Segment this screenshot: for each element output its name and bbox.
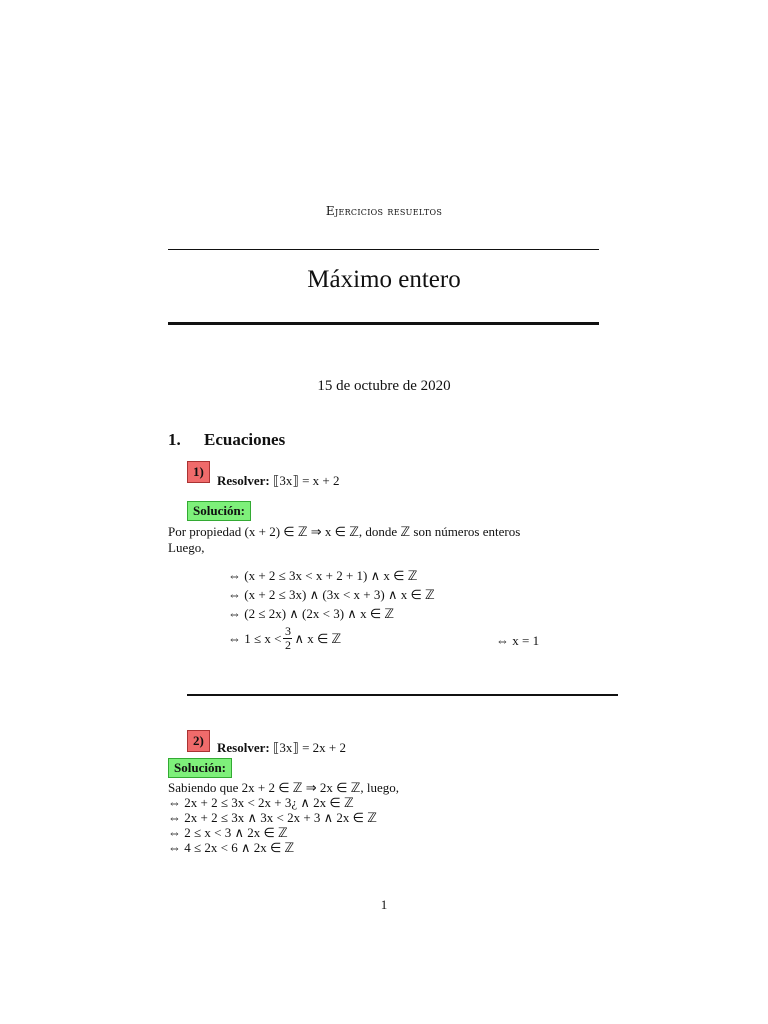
- title-rule-thick: [168, 322, 599, 325]
- prompt-expression: ⟦3x⟧ = x + 2: [272, 473, 340, 488]
- fraction-numerator: 3: [284, 624, 291, 638]
- exercise-2-prompt: [217, 740, 346, 756]
- exercise-2-solution-badge: [168, 757, 232, 778]
- page-number: 1: [380, 897, 388, 912]
- solution-badge: Solución:: [168, 758, 232, 778]
- exercise-2-line: ⇔ 4 ≤ 2x < 6 ∧ 2x ∈ ℤ: [168, 840, 295, 855]
- prompt-label: Resolver:: [217, 740, 270, 755]
- exercise-1-step: ⇔ (x + 2 ≤ 3x) ∧ (3x < x + 3) ∧ x ∈ ℤ: [228, 587, 435, 602]
- exercise-number-badge: 2): [187, 730, 210, 752]
- exercise-number-badge: 1): [187, 461, 210, 483]
- exercise-1-step-fraction: [228, 625, 341, 652]
- exercise-2-line: ⇔ 2 ≤ x < 3 ∧ 2x ∈ ℤ: [168, 825, 288, 840]
- exercise-1-result: ⇔ x = 1: [496, 633, 540, 648]
- section-heading: [168, 430, 285, 450]
- header-rule-thin: [168, 249, 599, 250]
- exercise-1-step: ⇔ (x + 2 ≤ 3x < x + 2 + 1) ∧ x ∈ ℤ: [228, 568, 418, 583]
- document-date: 15 de octubre de 2020: [317, 378, 451, 394]
- prompt-label: Resolver:: [217, 473, 270, 488]
- exercise-1-badge: [187, 461, 210, 483]
- section-title: Ecuaciones: [204, 430, 286, 449]
- exercise-2-line: ⇔ 2x + 2 ≤ 3x < 2x + 3¿ ∧ 2x ∈ ℤ: [168, 795, 354, 810]
- exercise-1-line-1: Por propiedad (x + 2) ∈ ℤ ⇒ x ∈ ℤ, donde ℤ son números enteros: [168, 524, 521, 539]
- document-title: Máximo entero: [307, 266, 461, 293]
- step-suffix: ∧ x ∈ ℤ: [294, 630, 342, 646]
- separator-rule: [187, 694, 618, 696]
- exercise-1-step: ⇔ (2 ≤ 2x) ∧ (2x < 3) ∧ x ∈ ℤ: [228, 606, 395, 621]
- running-header: Ejercicios resueltos: [325, 204, 443, 218]
- step-prefix: ⇔ 1 ≤ x <: [228, 630, 282, 646]
- exercise-2-line: ⇔ 2x + 2 ≤ 3x ∧ 3x < 2x + 3 ∧ 2x ∈ ℤ: [168, 810, 377, 825]
- exercise-1-line-2: Luego,: [168, 540, 205, 555]
- section-number: 1.: [168, 430, 181, 449]
- prompt-expression: ⟦3x⟧ = 2x + 2: [272, 740, 346, 755]
- fraction-denominator: 2: [284, 638, 291, 652]
- exercise-2-line: Sabiendo que 2x + 2 ∈ ℤ ⇒ 2x ∈ ℤ, luego,: [168, 780, 400, 795]
- exercise-2-badge: [187, 730, 210, 752]
- exercise-1-solution-badge: [187, 500, 251, 521]
- fraction: [283, 625, 292, 652]
- exercise-1-prompt: [217, 473, 340, 489]
- solution-badge: Solución:: [187, 501, 251, 521]
